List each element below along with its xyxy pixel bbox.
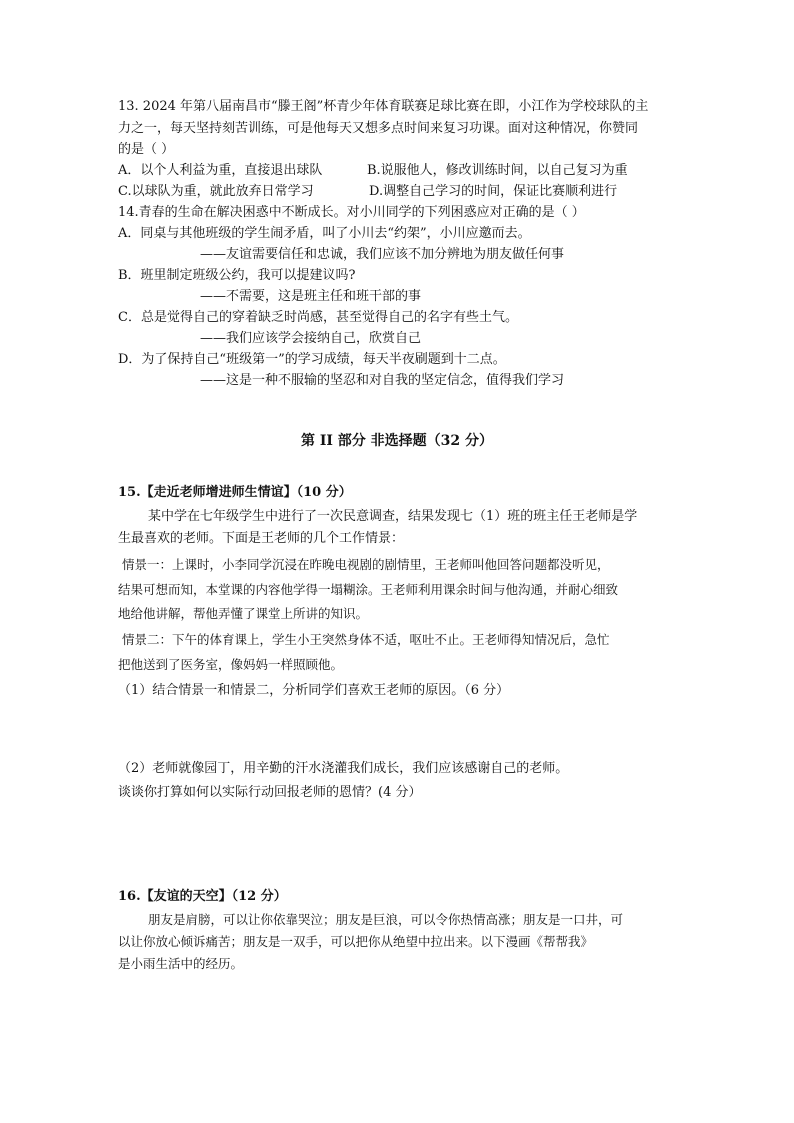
q14-option-a: A．同桌与其他班级的学生闹矛盾，叫了小川去“约架”，小川应邀而去。 <box>118 226 531 241</box>
q13-option-d: D.调整自己学习的时间，保证比赛顺利进行 <box>369 184 618 199</box>
q14-option-a-reply: ——友谊需要信任和忠诚，我们应该不加分辨地为朋友做任何事 <box>200 247 565 262</box>
q15-scene2-line-2: 把他送到了医务室，像妈妈一样照顾他。 <box>118 657 344 672</box>
q14-stem: 14.青春的生命在解决困惑中不断成长。对小川同学的下列困惑应对正确的是（ ） <box>118 205 585 220</box>
q15-scene2-line-1: 情景二：下午的体育课上，学生小王突然身体不适，呕吐不止。王老师得知情况后，急忙 <box>122 632 610 647</box>
q15-intro-line-2: 生最喜欢的老师。下面是王老师的几个工作情景： <box>118 531 405 546</box>
q15-sub2-line-2: 谈谈你打算如何以实际行动回报老师的恩情？(4 分） <box>118 785 422 800</box>
q14-option-c: C．总是觉得自己的穿着缺乏时尚感，甚至觉得自己的名字有些土气。 <box>118 310 518 325</box>
q13-option-c: C.以球队为重，就此放弃日常学习 <box>118 184 314 199</box>
q15-intro-line-1: 某中学在七年级学生中进行了一次民意调查，结果发现七（1）班的班主任王老师是学 <box>148 509 638 524</box>
q15-title: 15.【走近老师增进师生情谊】（10 分） <box>118 485 352 500</box>
q14-option-b: B．班里制定班级公约，我可以提建议吗? <box>118 268 356 283</box>
q14-option-b-reply: ——不需要，这是班主任和班干部的事 <box>200 289 422 304</box>
q13-stem-line-1: 13. 2024 年第八届南昌市“滕王阁”杯青少年体育联赛足球比赛在即，小江作为学校球队的主 <box>118 99 649 114</box>
q15-scene1-line-1: 情景一：上课时，小李同学沉浸在昨晚电视剧的剧情里，王老师叫他回答问题都没听见， <box>122 557 610 572</box>
q16-text-line-2: 以让你放心倾诉痛苦；朋友是一双手，可以把你从绝望中拉出来。以下漫画《帮帮我》 <box>118 934 594 949</box>
part2-title: 第 II 部分 非选择题（32 分） <box>300 433 494 449</box>
q15-scene1-line-3: 地给他讲解，帮他弄懂了课堂上所讲的知识。 <box>118 606 369 621</box>
q13-stem-line-2: 力之一，每天坚持刻苦训练，可是他每天又想多点时间来复习功课。面对这种情况，你赞同 <box>118 121 639 136</box>
q16-title: 16.【友谊的天空】（12 分） <box>118 889 287 904</box>
q13-option-b: B.说服他人，修改训练时间，以自己复习为重 <box>367 163 628 178</box>
q15-sub1: （1）结合情景一和情景二，分析同学们喜欢王老师的原因。（6 分） <box>118 683 510 698</box>
q13-option-a: A．以个人利益为重，直接退出球队 <box>118 163 323 178</box>
q16-text-line-1: 朋友是肩膀，可以让你依靠哭泣；朋友是巨浪，可以令你热情高涨；朋友是一口井，可 <box>148 912 624 927</box>
q14-option-c-reply: ——我们应该学会接纳自己，欣赏自己 <box>200 331 422 346</box>
q14-option-d: D．为了保持自己“班级第一”的学习成绩，每天半夜刷题到十二点。 <box>118 352 506 367</box>
q16-text-line-3: 是小雨生活中的经历。 <box>118 956 244 971</box>
q15-scene1-line-2: 结果可想而知，本堂课的内容他学得一塌糊涂。王老师利用课余时间与他沟通，并耐心细致 <box>118 582 619 597</box>
q13-stem-line-3: 的是（ ） <box>118 142 175 157</box>
q14-option-d-reply: ——这是一种不服输的坚忍和对自我的坚定信念，值得我们学习 <box>200 373 565 388</box>
q15-sub2-line-1: （2）老师就像园丁，用辛勤的汗水浇灌我们成长，我们应该感谢自己的老师。 <box>118 761 569 776</box>
